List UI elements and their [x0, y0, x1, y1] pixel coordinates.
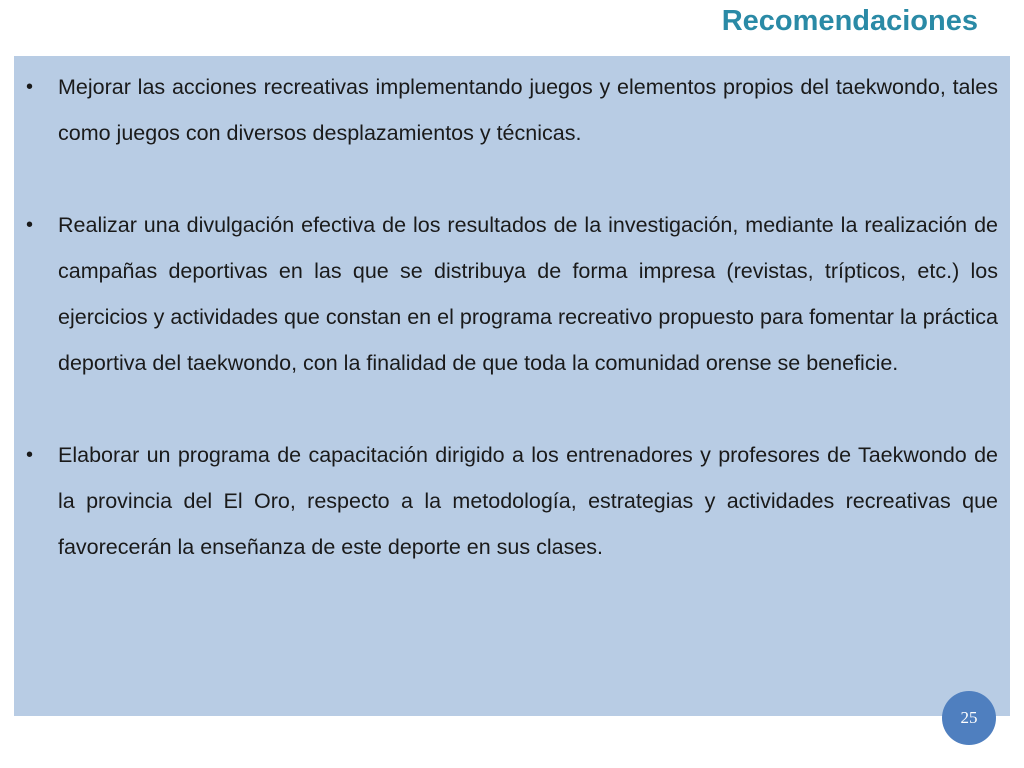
- slide-title: Recomendaciones: [721, 5, 978, 37]
- content-panel: [14, 56, 1010, 716]
- bullet-icon: •: [26, 444, 34, 466]
- recommendation-item: [14, 432, 1010, 570]
- recommendation-item: [14, 202, 1010, 386]
- bullet-icon: •: [26, 76, 34, 98]
- recommendation-text: Mejorar las acciones recreativas implementando juegos y elementos propios del taekwondo, tales como juegos con diversos desplazamientos y técnicas.: [58, 75, 998, 145]
- recommendation-item: [14, 64, 1010, 156]
- page-number-badge: 25: [942, 691, 996, 745]
- bullet-icon: •: [26, 214, 34, 236]
- recommendation-text: Realizar una divulgación efectiva de los resultados de la investigación, mediante la realización de campañas deportivas en las que se distribuya de forma impresa (revistas, trípticos, etc.) los ejercicios y actividades que constan en el programa recreativo propuesto para fomentar la práctica deportiva del taekwondo, con la finalidad de que toda la comunidad orense se beneficie.: [58, 213, 998, 375]
- recommendation-text: Elaborar un programa de capacitación dirigido a los entrenadores y profesores de Taekwondo de la provincia del El Oro, respecto a la metodología, estrategias y actividades recreativas que favorecerán la enseñanza de este deporte en sus clases.: [58, 443, 998, 559]
- recommendations-list: [14, 64, 1010, 616]
